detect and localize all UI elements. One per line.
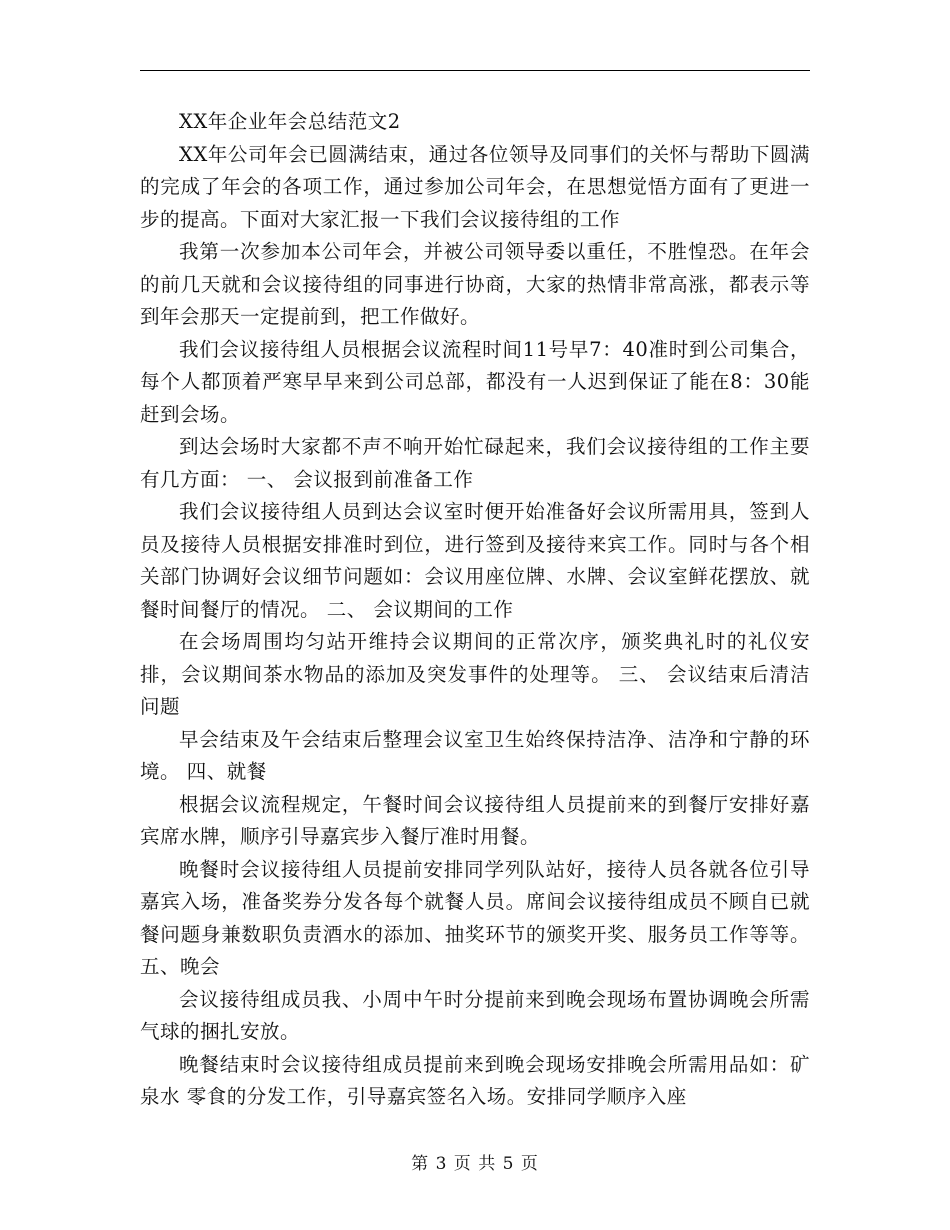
paragraph-assembly: 我们会议接待组人员根据会议流程时间11号早7：40准时到公司集合，每个人都顶着严寒早早来到公司总部，都没有一人迟到保证了能在8：30能赶到会场。 xyxy=(140,337,810,426)
paragraph-cleanup: 早会结束及午会结束后整理会议室卫生始终保持洁净、洁净和宁静的环境。 四、就餐 xyxy=(140,727,810,783)
paragraph-first-participation: 我第一次参加本公司年会，并被公司领导委以重任，不胜惶恐。在年会的前几天就和会议接待组的同事进行协商，大家的热情非常高涨，都表示等到年会那天一定提前到，把工作做好。 xyxy=(140,240,810,328)
document-body xyxy=(140,106,810,1114)
paragraph-evening-setup: 会议接待组成员我、小周中午时分提前来到晚会现场布置协调晚会所需气球的捆扎安放。 xyxy=(140,987,810,1043)
document-title: XX年企业年会总结范文2 xyxy=(179,110,401,133)
header-rule xyxy=(140,70,810,71)
paragraph-preparation: 我们会议接待组人员到达会议室时便开始准备好会议所需用具，签到人员及接待人员根据安排准时到位，进行签到及接待来宾工作。同时与各个相关部门协调好会议细节问题如：会议用座位牌、水牌、会议室鲜花摆放、就餐时间餐厅的情况。 二、 会议期间的工作 xyxy=(140,500,810,621)
paragraph-dinner: 晚餐时会议接待组人员提前安排同学列队站好，接待人员各就各位引导嘉宾入场，准备奖券分发各每个就餐人员。席间会议接待组成员不顾自已就餐问题身兼数职负责酒水的添加、抽奖环节的颁奖开奖、服务员工作等等。 五、晚会 xyxy=(140,857,810,978)
paragraph-lunch: 根据会议流程规定，午餐时间会议接待组人员提前来的到餐厅安排好嘉宾席水牌，顺序引导嘉宾步入餐厅准时用餐。 xyxy=(140,792,810,848)
paragraph-during-meeting: 在会场周围均匀站开维持会议期间的正常次序，颁奖典礼时的礼仪安排，会议期间茶水物品的添加及突发事件的处理等。 三、 会议结束后清洁问题 xyxy=(140,630,810,718)
paragraph-intro: XX年公司年会已圆满结束，通过各位领导及同事们的关怀与帮助下圆满的完成了年会的各项工作，通过参加公司年会，在思想觉悟方面有了更进一步的提高。下面对大家汇报一下我们会议接待组的工作 xyxy=(140,142,810,231)
page-number: 第 3 页 共 5 页 xyxy=(411,1154,539,1174)
paragraph-work-overview: 到达会场时大家都不声不响开始忙碌起来，我们会议接待组的工作主要有几方面： 一、 会议报到前准备工作 xyxy=(140,435,810,491)
paragraph-evening-supplies: 晚餐结束时会议接待组成员提前来到晚会现场安排晚会所需用品如：矿泉水 零食的分发工作，引导嘉宾签名入场。安排同学顺序入座 xyxy=(140,1052,810,1108)
